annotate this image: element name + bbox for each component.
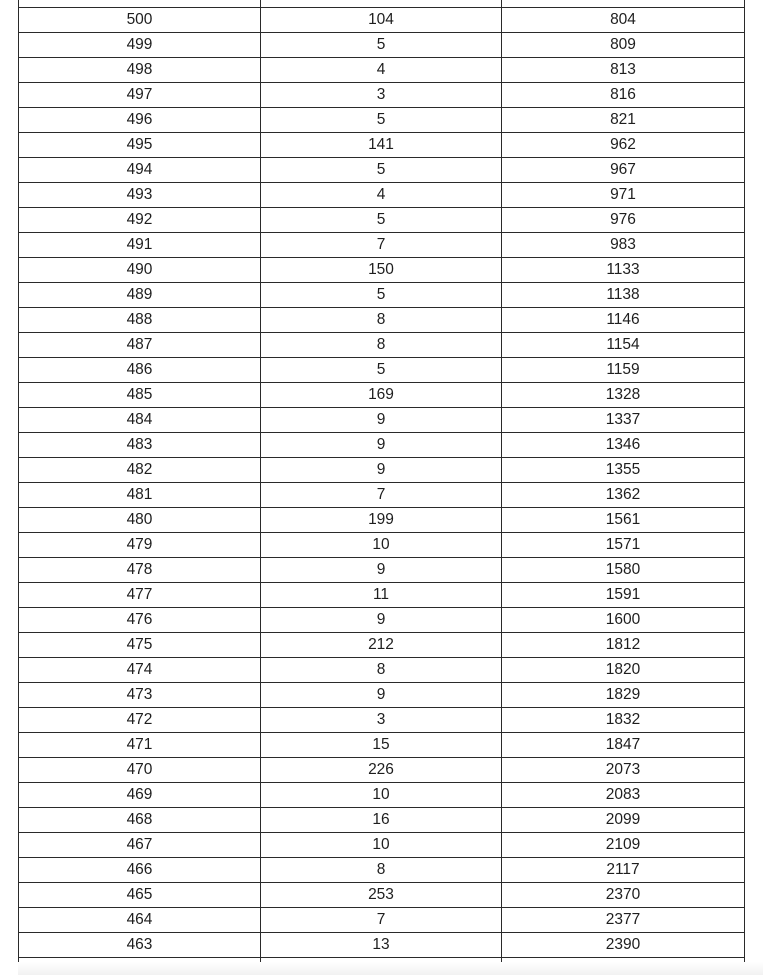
table-row xyxy=(19,933,745,958)
table-row xyxy=(19,533,745,558)
count-cell: 9 xyxy=(261,458,502,483)
score-cell: 488 xyxy=(19,308,261,333)
cumulative-cell: 1832 xyxy=(502,708,745,733)
count-cell: 169 xyxy=(261,383,502,408)
table-row xyxy=(19,783,745,808)
table-row xyxy=(19,33,745,58)
score-cell: 476 xyxy=(19,608,261,633)
cumulative-cell xyxy=(502,0,745,8)
score-cell: 468 xyxy=(19,808,261,833)
count-cell: 9 xyxy=(261,608,502,633)
table-row xyxy=(19,333,745,358)
score-cell: 498 xyxy=(19,58,261,83)
table-row xyxy=(19,508,745,533)
score-cell xyxy=(19,0,261,8)
score-cell: 483 xyxy=(19,433,261,458)
score-cell: 467 xyxy=(19,833,261,858)
table-row xyxy=(19,8,745,33)
score-cell: 464 xyxy=(19,908,261,933)
cumulative-cell: 1159 xyxy=(502,358,745,383)
cumulative-cell: 2117 xyxy=(502,858,745,883)
table-row xyxy=(19,58,745,83)
count-cell: 10 xyxy=(261,783,502,808)
cumulative-cell: 2073 xyxy=(502,758,745,783)
table-row xyxy=(19,383,745,408)
cumulative-cell: 2083 xyxy=(502,783,745,808)
table-row xyxy=(19,0,745,8)
score-cell: 497 xyxy=(19,83,261,108)
cumulative-cell: 1847 xyxy=(502,733,745,758)
table-row xyxy=(19,183,745,208)
score-cell: 492 xyxy=(19,208,261,233)
table-row xyxy=(19,683,745,708)
cumulative-cell: 1355 xyxy=(502,458,745,483)
table-row xyxy=(19,758,745,783)
score-cell: 499 xyxy=(19,33,261,58)
score-cell: 466 xyxy=(19,858,261,883)
count-cell: 141 xyxy=(261,133,502,158)
cumulative-cell: 1812 xyxy=(502,633,745,658)
score-cell: 485 xyxy=(19,383,261,408)
table-row xyxy=(19,833,745,858)
count-cell: 13 xyxy=(261,933,502,958)
cumulative-cell: 821 xyxy=(502,108,745,133)
table-row xyxy=(19,283,745,308)
count-cell: 9 xyxy=(261,408,502,433)
cumulative-cell: 1146 xyxy=(502,308,745,333)
table-row xyxy=(19,258,745,283)
cumulative-cell: 1829 xyxy=(502,683,745,708)
table-row xyxy=(19,108,745,133)
score-cell: 500 xyxy=(19,8,261,33)
cumulative-cell: 971 xyxy=(502,183,745,208)
cumulative-cell: 809 xyxy=(502,33,745,58)
score-cell: 482 xyxy=(19,458,261,483)
score-cell: 491 xyxy=(19,233,261,258)
score-cell: 484 xyxy=(19,408,261,433)
count-cell: 5 xyxy=(261,358,502,383)
table-row xyxy=(19,583,745,608)
table-row xyxy=(19,483,745,508)
table-row xyxy=(19,83,745,108)
cumulative-cell: 967 xyxy=(502,158,745,183)
score-cell: 463 xyxy=(19,933,261,958)
table-row xyxy=(19,658,745,683)
count-cell: 3 xyxy=(261,708,502,733)
cumulative-cell: 1362 xyxy=(502,483,745,508)
count-cell: 3 xyxy=(261,83,502,108)
table-row xyxy=(19,458,745,483)
table-row xyxy=(19,608,745,633)
count-cell: 104 xyxy=(261,8,502,33)
score-cell: 469 xyxy=(19,783,261,808)
cumulative-cell: 1138 xyxy=(502,283,745,308)
score-cell: 477 xyxy=(19,583,261,608)
cumulative-cell: 1571 xyxy=(502,533,745,558)
table-row xyxy=(19,158,745,183)
table-row xyxy=(19,908,745,933)
count-cell: 9 xyxy=(261,683,502,708)
count-cell: 4 xyxy=(261,58,502,83)
cumulative-cell: 1561 xyxy=(502,508,745,533)
score-cell: 487 xyxy=(19,333,261,358)
score-distribution-table xyxy=(18,0,745,975)
table-row xyxy=(19,633,745,658)
count-cell: 9 xyxy=(261,433,502,458)
score-cell: 479 xyxy=(19,533,261,558)
cumulative-cell: 2377 xyxy=(502,908,745,933)
table-row xyxy=(19,133,745,158)
count-cell: 212 xyxy=(261,633,502,658)
count-cell: 11 xyxy=(261,583,502,608)
table-row xyxy=(19,208,745,233)
count-cell: 8 xyxy=(261,308,502,333)
score-cell: 473 xyxy=(19,683,261,708)
cumulative-cell: 816 xyxy=(502,83,745,108)
cumulative-cell: 983 xyxy=(502,233,745,258)
table-row xyxy=(19,808,745,833)
score-cell: 481 xyxy=(19,483,261,508)
score-cell: 494 xyxy=(19,158,261,183)
page-bottom-shade xyxy=(18,962,763,975)
cumulative-cell: 976 xyxy=(502,208,745,233)
cumulative-cell: 1337 xyxy=(502,408,745,433)
cumulative-cell: 1328 xyxy=(502,383,745,408)
table-row xyxy=(19,558,745,583)
score-cell: 478 xyxy=(19,558,261,583)
count-cell: 4 xyxy=(261,183,502,208)
cumulative-cell: 2390 xyxy=(502,933,745,958)
count-cell: 15 xyxy=(261,733,502,758)
count-cell: 7 xyxy=(261,233,502,258)
score-cell: 490 xyxy=(19,258,261,283)
count-cell: 253 xyxy=(261,883,502,908)
score-cell: 472 xyxy=(19,708,261,733)
table-row xyxy=(19,433,745,458)
count-cell: 8 xyxy=(261,333,502,358)
count-cell: 5 xyxy=(261,208,502,233)
count-cell: 5 xyxy=(261,283,502,308)
count-cell: 7 xyxy=(261,908,502,933)
count-cell: 8 xyxy=(261,858,502,883)
table-row xyxy=(19,358,745,383)
cumulative-cell: 2099 xyxy=(502,808,745,833)
count-cell: 150 xyxy=(261,258,502,283)
table-row xyxy=(19,858,745,883)
score-cell: 470 xyxy=(19,758,261,783)
score-cell: 474 xyxy=(19,658,261,683)
count-cell: 10 xyxy=(261,833,502,858)
cumulative-cell: 804 xyxy=(502,8,745,33)
table-row xyxy=(19,883,745,908)
table-row xyxy=(19,408,745,433)
cumulative-cell: 1154 xyxy=(502,333,745,358)
score-cell: 486 xyxy=(19,358,261,383)
cumulative-cell: 1346 xyxy=(502,433,745,458)
cumulative-cell: 1133 xyxy=(502,258,745,283)
cumulative-cell: 2370 xyxy=(502,883,745,908)
count-cell: 9 xyxy=(261,558,502,583)
count-cell: 8 xyxy=(261,658,502,683)
score-cell: 496 xyxy=(19,108,261,133)
count-cell: 5 xyxy=(261,108,502,133)
cumulative-cell: 813 xyxy=(502,58,745,83)
score-cell: 489 xyxy=(19,283,261,308)
count-cell: 226 xyxy=(261,758,502,783)
cumulative-cell: 2109 xyxy=(502,833,745,858)
cumulative-cell: 1600 xyxy=(502,608,745,633)
document-page xyxy=(18,0,763,975)
cumulative-cell: 962 xyxy=(502,133,745,158)
score-cell: 493 xyxy=(19,183,261,208)
table-row xyxy=(19,233,745,258)
table-row xyxy=(19,708,745,733)
score-cell: 475 xyxy=(19,633,261,658)
score-cell: 471 xyxy=(19,733,261,758)
count-cell: 5 xyxy=(261,158,502,183)
cumulative-cell: 1580 xyxy=(502,558,745,583)
table-row xyxy=(19,308,745,333)
count-cell xyxy=(261,0,502,8)
cumulative-cell: 1820 xyxy=(502,658,745,683)
score-cell: 495 xyxy=(19,133,261,158)
score-cell: 480 xyxy=(19,508,261,533)
table-row xyxy=(19,733,745,758)
cumulative-cell: 1591 xyxy=(502,583,745,608)
count-cell: 16 xyxy=(261,808,502,833)
score-cell: 465 xyxy=(19,883,261,908)
count-cell: 5 xyxy=(261,33,502,58)
count-cell: 10 xyxy=(261,533,502,558)
count-cell: 7 xyxy=(261,483,502,508)
table-body xyxy=(19,0,745,975)
count-cell: 199 xyxy=(261,508,502,533)
